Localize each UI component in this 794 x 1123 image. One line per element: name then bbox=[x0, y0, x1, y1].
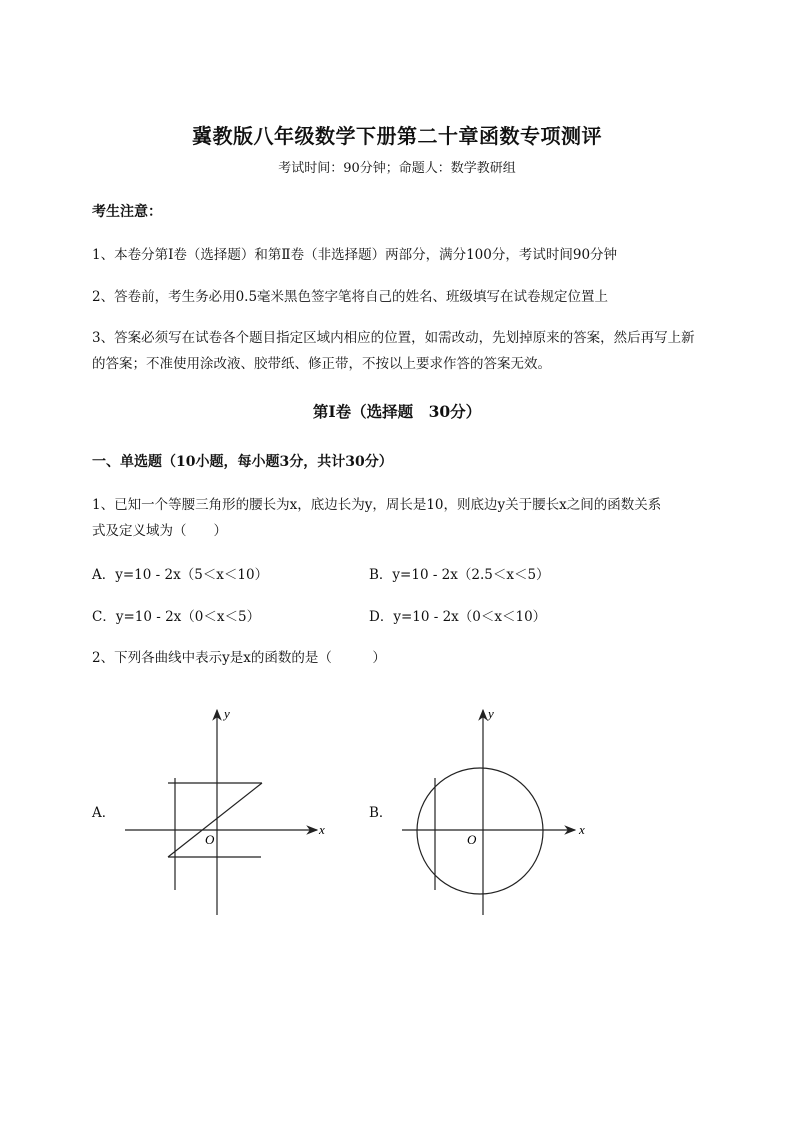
notice-item-3-line-2: 的答案；不准使用涂改液、胶带纸、修正带，不按以上要求作答的答案无效。 bbox=[92, 356, 551, 372]
y-axis-label: y bbox=[488, 706, 494, 721]
notice-item-2: 2、答卷前，考生务必用0.5毫米黑色签字笔将自己的姓名、班级填写在试卷规定位置上 bbox=[92, 289, 609, 305]
circle-curve bbox=[417, 768, 543, 894]
page-title: 冀教版八年级数学下册第二十章函数专项测评 bbox=[192, 124, 602, 148]
origin-label: O bbox=[467, 832, 477, 847]
notice-item-3-line-1: 3、答案必须写在试卷各个题目指定区域内相应的位置，如需改动，先划掉原来的答案，然后再写上新 bbox=[92, 330, 695, 346]
part-title: 一、单选题（10小题，每小题3分，共计30分） bbox=[92, 454, 393, 470]
question-1-option-d: D．y=10 - 2x（0＜x＜10） bbox=[369, 609, 547, 625]
x-axis-label: x bbox=[319, 822, 325, 837]
exam-info: 考试时间：90分钟；命题人：数学教研组 bbox=[278, 161, 516, 176]
notice-heading: 考生注意： bbox=[92, 204, 162, 220]
notice-item-1: 1、本卷分第Ⅰ卷（选择题）和第Ⅱ卷（非选择题）两部分，满分100分，考试时间90分钟 bbox=[92, 247, 618, 263]
x-axis-label: x bbox=[579, 822, 585, 837]
question-1-option-a: A．y=10 - 2x（5＜x＜10） bbox=[92, 567, 269, 583]
graph-b bbox=[398, 700, 628, 920]
origin-label: O bbox=[205, 832, 215, 847]
question-1-option-b: B．y=10 - 2x（2.5＜x＜5） bbox=[369, 567, 550, 583]
graph-a bbox=[120, 700, 350, 920]
question-2-option-b-label: B． bbox=[369, 805, 393, 821]
y-axis-label: y bbox=[224, 706, 230, 721]
question-2-stem: 2、下列各曲线中表示y是x的函数的是（ ） bbox=[92, 650, 386, 666]
diagonal-segment bbox=[168, 783, 262, 857]
question-1-stem-line-2: 式及定义域为（ ） bbox=[92, 523, 227, 539]
section-title: 第Ⅰ卷（选择题 30分） bbox=[312, 402, 482, 421]
question-1-option-c: C．y=10 - 2x（0＜x＜5） bbox=[92, 609, 261, 625]
question-1-stem-line-1: 1、已知一个等腰三角形的腰长为x，底边长为y，周长是10，则底边y关于腰长x之间的函数关系 bbox=[92, 497, 662, 513]
question-2-option-a-label: A． bbox=[92, 805, 116, 821]
